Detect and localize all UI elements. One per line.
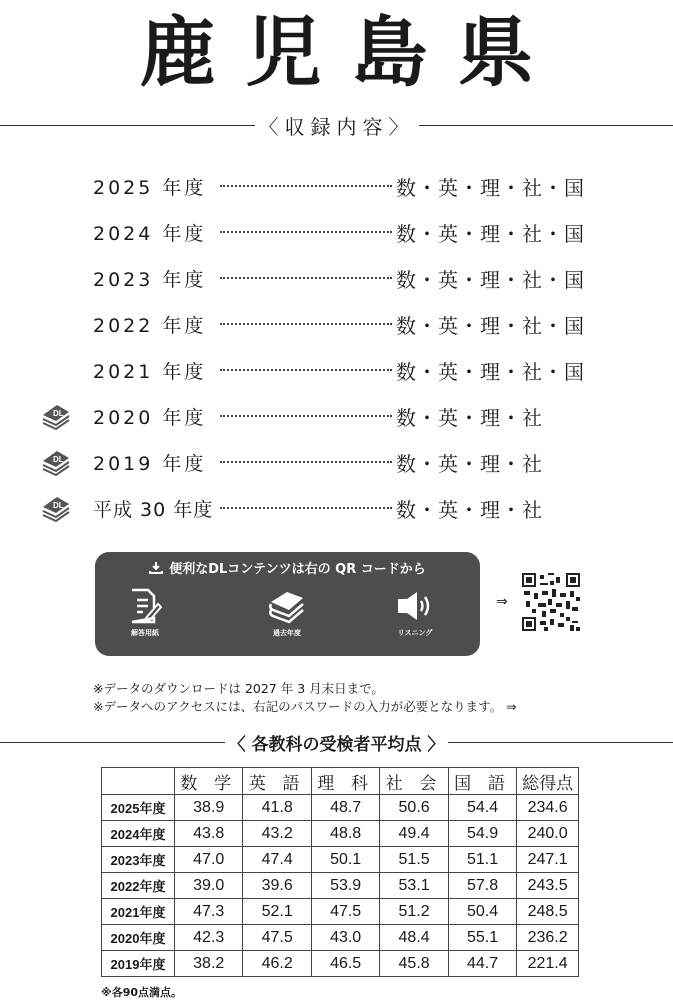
cell-math: 42.3 xyxy=(175,925,243,951)
column-header-math: 数 学 xyxy=(175,768,243,795)
column-header-total: 総得点 xyxy=(517,768,579,795)
list-item xyxy=(40,308,600,340)
column-header-english: 英 語 xyxy=(243,768,311,795)
cell-total: 248.5 xyxy=(517,899,579,925)
cell-japanese: 51.1 xyxy=(448,847,516,873)
cell-science: 46.5 xyxy=(311,951,379,977)
scores-heading-label: 〈 各教科の受検者平均点 〉 xyxy=(228,734,445,755)
list-item xyxy=(40,170,600,202)
year-label: 2022 年度 xyxy=(93,314,207,337)
svg-text:DL: DL xyxy=(53,409,64,418)
table-row xyxy=(102,925,579,951)
dot-leader xyxy=(220,507,392,509)
column-header-social: 社 会 xyxy=(380,768,448,795)
cell-japanese: 57.8 xyxy=(448,873,516,899)
download-book-icon xyxy=(40,494,72,524)
row-year: 2021年度 xyxy=(102,899,175,925)
divider xyxy=(419,125,673,126)
table-row xyxy=(102,795,579,821)
table-row xyxy=(102,821,579,847)
dot-leader xyxy=(220,277,392,279)
cell-total: 234.6 xyxy=(517,795,579,821)
dot-leader xyxy=(220,231,392,233)
cell-science: 43.0 xyxy=(311,925,379,951)
table-row xyxy=(102,847,579,873)
dot-leader xyxy=(220,415,392,417)
contents-heading-label: 〈収録内容〉 xyxy=(258,114,415,139)
cell-english: 39.6 xyxy=(243,873,311,899)
subjects-label: 数・英・理・社 xyxy=(396,451,543,476)
cell-japanese: 50.4 xyxy=(448,899,516,925)
cell-total: 221.4 xyxy=(517,951,579,977)
cell-english: 46.2 xyxy=(243,951,311,977)
cell-japanese: 54.9 xyxy=(448,821,516,847)
subjects-label: 数・英・理・社・国 xyxy=(396,221,585,246)
books-icon xyxy=(267,588,307,624)
subjects-label: 数・英・理・社 xyxy=(396,405,543,430)
cell-total: 243.5 xyxy=(517,873,579,899)
dot-leader xyxy=(220,369,392,371)
list-item xyxy=(40,354,600,386)
cell-math: 38.2 xyxy=(175,951,243,977)
past-years-item xyxy=(247,588,327,638)
list-item xyxy=(40,446,600,478)
cell-math: 43.8 xyxy=(175,821,243,847)
year-label: 2023 年度 xyxy=(93,268,207,291)
svg-text:DL: DL xyxy=(53,501,64,510)
banner-heading-text: 便利なDLコンテンツは右の QR コードから xyxy=(169,562,426,577)
list-item xyxy=(40,262,600,294)
subjects-label: 数・英・理・社・国 xyxy=(396,175,585,200)
cell-total: 240.0 xyxy=(517,821,579,847)
scores-footnote: ※各90点満点。 xyxy=(101,986,183,999)
qr-code[interactable] xyxy=(522,573,580,631)
cell-english: 41.8 xyxy=(243,795,311,821)
column-header-japanese: 国 語 xyxy=(448,768,516,795)
table-row xyxy=(102,899,579,925)
average-scores-table xyxy=(101,767,579,977)
cell-english: 47.4 xyxy=(243,847,311,873)
subjects-label: 数・英・理・社・国 xyxy=(396,359,585,384)
cell-japanese: 54.4 xyxy=(448,795,516,821)
page-title: 鹿児島県 xyxy=(139,7,564,97)
row-year: 2019年度 xyxy=(102,951,175,977)
cell-social: 51.2 xyxy=(380,899,448,925)
subjects-label: 数・英・理・社 xyxy=(396,497,543,522)
cell-math: 47.3 xyxy=(175,899,243,925)
banner-heading xyxy=(95,558,480,577)
cell-math: 47.0 xyxy=(175,847,243,873)
contents-heading xyxy=(0,113,673,137)
list-item xyxy=(40,492,600,524)
item-caption: リスニング xyxy=(397,629,433,637)
download-book-icon xyxy=(40,402,72,432)
divider xyxy=(0,742,225,743)
subjects-label: 数・英・理・社・国 xyxy=(396,267,585,292)
cell-social: 49.4 xyxy=(380,821,448,847)
download-icon xyxy=(149,561,163,575)
cell-social: 45.8 xyxy=(380,951,448,977)
divider xyxy=(448,742,673,743)
arrow-to-qr: ⇒ xyxy=(496,594,508,610)
year-label: 平成 30 年度 xyxy=(93,498,214,521)
cell-social: 48.4 xyxy=(380,925,448,951)
row-year: 2025年度 xyxy=(102,795,175,821)
item-caption: 解答用紙 xyxy=(131,629,159,637)
cell-math: 39.0 xyxy=(175,873,243,899)
cell-total: 236.2 xyxy=(517,925,579,951)
dl-content-banner xyxy=(95,552,480,656)
column-header-science: 理 科 xyxy=(311,768,379,795)
dot-leader xyxy=(220,323,392,325)
table-header-row xyxy=(102,768,579,795)
svg-text:DL: DL xyxy=(53,455,64,464)
notes xyxy=(93,680,517,716)
cell-japanese: 44.7 xyxy=(448,951,516,977)
cell-english: 43.2 xyxy=(243,821,311,847)
listening-item xyxy=(375,588,455,638)
table-row xyxy=(102,873,579,899)
cell-total: 247.1 xyxy=(517,847,579,873)
cell-science: 53.9 xyxy=(311,873,379,899)
note-password: ※データへのアクセスには、右記のパスワードの入力が必要となります。 ⇒ xyxy=(93,699,517,714)
list-item xyxy=(40,216,600,248)
year-label: 2025 年度 xyxy=(93,176,207,199)
cell-science: 48.8 xyxy=(311,821,379,847)
row-year: 2022年度 xyxy=(102,873,175,899)
note-download-deadline: ※データのダウンロードは 2027 年 3 月末日まで。 xyxy=(93,681,384,696)
dot-leader xyxy=(220,185,392,187)
year-label: 2024 年度 xyxy=(93,222,207,245)
document-edit-icon xyxy=(128,588,162,624)
year-label: 2019 年度 xyxy=(93,452,207,475)
row-year: 2023年度 xyxy=(102,847,175,873)
cell-science: 47.5 xyxy=(311,899,379,925)
dot-leader xyxy=(220,461,392,463)
row-year: 2024年度 xyxy=(102,821,175,847)
list-item xyxy=(40,400,600,432)
year-label: 2020 年度 xyxy=(93,406,207,429)
subjects-label: 数・英・理・社・国 xyxy=(396,313,585,338)
item-caption: 過去年度 xyxy=(273,629,301,637)
divider xyxy=(0,125,255,126)
scores-heading xyxy=(0,730,673,754)
cell-science: 48.7 xyxy=(311,795,379,821)
cell-english: 47.5 xyxy=(243,925,311,951)
download-book-icon xyxy=(40,448,72,478)
table-row xyxy=(102,951,579,977)
row-year: 2020年度 xyxy=(102,925,175,951)
cell-japanese: 55.1 xyxy=(448,925,516,951)
cell-english: 52.1 xyxy=(243,899,311,925)
speaker-icon xyxy=(395,588,435,624)
cell-math: 38.9 xyxy=(175,795,243,821)
cell-social: 53.1 xyxy=(380,873,448,899)
column-header-blank xyxy=(102,768,175,795)
cell-social: 50.6 xyxy=(380,795,448,821)
answer-sheet-item xyxy=(105,588,185,638)
cell-social: 51.5 xyxy=(380,847,448,873)
year-label: 2021 年度 xyxy=(93,360,207,383)
cell-science: 50.1 xyxy=(311,847,379,873)
